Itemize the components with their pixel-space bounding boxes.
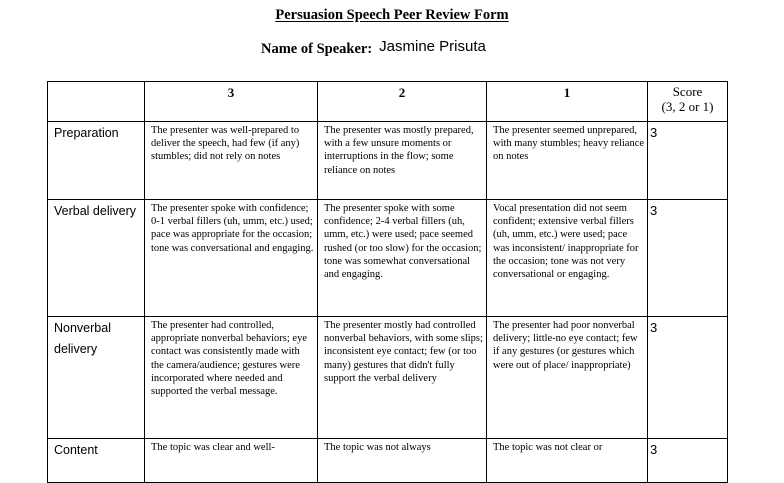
header-score: Score (3, 2 or 1) [648,82,728,122]
description-cell-1: The topic was not clear or [487,439,648,483]
table-row [48,317,728,439]
form-title: Persuasion Speech Peer Review Form [275,7,509,23]
criterion-cell: Content [48,439,145,483]
description-cell-2: The presenter was mostly prepared, with a few unsure moments or interruptions in the flow; some reliance on notes [318,122,487,200]
header-score-2: 2 [318,82,487,122]
description-cell-2: The presenter mostly had controlled nonverbal behaviors, with some slips; inconsistent eye contact; few (or too many) gestures that didn't fully support the verbal delivery [318,317,487,439]
criterion-cell: Preparation [48,122,145,200]
description-cell-3: The topic was clear and well- [145,439,318,483]
score-cell[interactable]: 3 [648,122,728,200]
table-row [48,439,728,483]
description-cell-1: The presenter seemed unprepared, with many stumbles; heavy reliance on notes [487,122,648,200]
speaker-label: Name of Speaker: [261,41,373,57]
table-header-row [48,82,728,122]
description-cell-3: The presenter spoke with confidence; 0-1 verbal fillers (uh, umm, etc.) used; pace was appropriate for the occasion; tone was conversational and engaging. [145,200,318,317]
table-row [48,200,728,317]
description-cell-3: The presenter had controlled, appropriate nonverbal behaviors; eye contact was consistently made with the camera/audience; gestures were incorporated where needed and supported the verbal message. [145,317,318,439]
speaker-name: Jasmine Prisuta [379,38,486,55]
criterion-cell: Nonverbal delivery [48,317,145,439]
description-cell-2: The topic was not always [318,439,487,483]
description-cell-1: Vocal presentation did not seem confident; extensive verbal fillers (uh, umm, etc.) were used; pace was inconsistent/ inappropriate for the occasion; tone was not very conversational or engaging. [487,200,648,317]
score-cell[interactable]: 3 [648,439,728,483]
header-score-1: 1 [487,82,648,122]
description-cell-3: The presenter was well-prepared to deliver the speech, had few (if any) stumbles; did not rely on notes [145,122,318,200]
rubric-table [47,81,728,483]
description-cell-2: The presenter spoke with some confidence; 2-4 verbal fillers (uh, umm, etc.) were used; pace seemed rushed (or too slow) for the occasion; tone was somewhat conversational and engaging. [318,200,487,317]
header-criterion [48,82,145,122]
header-score-3: 3 [145,82,318,122]
table-row [48,122,728,200]
criterion-cell: Verbal delivery [48,200,145,317]
description-cell-1: The presenter had poor nonverbal delivery; little-no eye contact; few if any gestures (or gestures which were out of place/ inappropriate) [487,317,648,439]
score-cell[interactable]: 3 [648,200,728,317]
speaker-line [261,40,486,58]
score-cell[interactable]: 3 [648,317,728,439]
